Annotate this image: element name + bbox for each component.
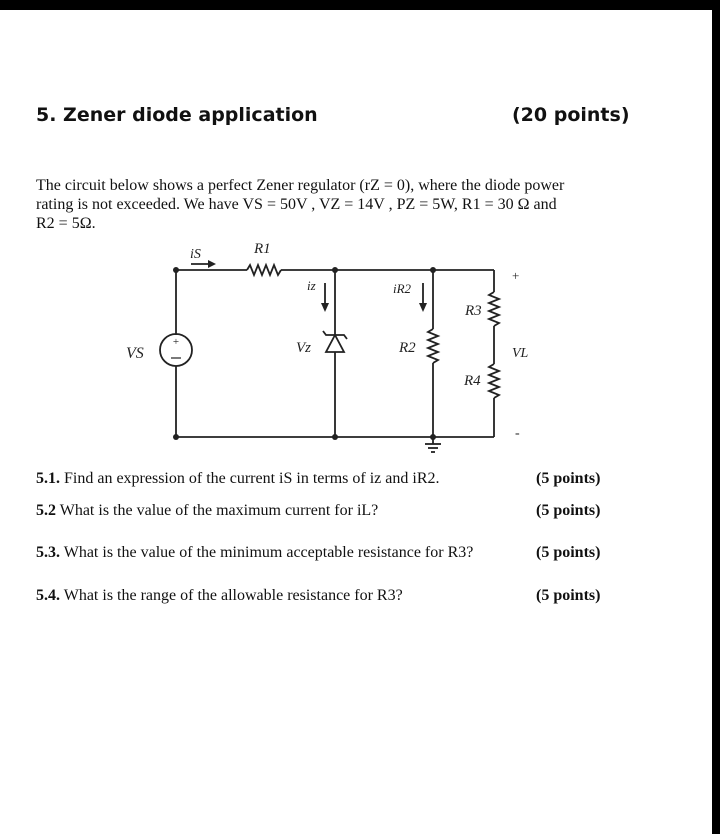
intro-line-1: The circuit below shows a perfect Zener regulator (rZ = 0), where the diode power — [36, 177, 565, 194]
question-5-1 — [36, 470, 439, 488]
label-minus: - — [515, 426, 520, 441]
ir2-arrow-icon — [419, 303, 427, 312]
node-dot — [173, 267, 179, 273]
question-5-1-number: 5.1. — [36, 470, 60, 487]
question-5-2 — [36, 502, 378, 520]
question-5-4 — [36, 587, 403, 605]
question-5-4-text: What is the range of the allowable resistance for R3? — [63, 587, 403, 604]
label-vz: Vz — [296, 340, 311, 356]
resistor-r4 — [489, 364, 499, 398]
problem-title: 5. Zener diode application — [36, 104, 318, 126]
label-is: iS — [190, 247, 201, 262]
node-dot — [173, 434, 179, 440]
question-5-2-points: (5 points) — [536, 502, 601, 519]
resistor-r2 — [428, 329, 438, 363]
question-5-2-number: 5.2 — [36, 502, 56, 519]
question-5-1-text: Find an expression of the current iS in terms of iz and iR2. — [64, 470, 440, 487]
question-5-4-number: 5.4. — [36, 587, 60, 604]
label-r1: R1 — [254, 241, 271, 257]
label-r4: R4 — [464, 373, 481, 389]
resistor-r1 — [247, 265, 281, 275]
question-5-1-points: (5 points) — [536, 470, 601, 487]
node-dot — [430, 267, 436, 273]
label-plus: + — [512, 268, 520, 283]
label-r2: R2 — [399, 340, 416, 356]
label-iz: iz — [307, 278, 316, 293]
resistor-r3 — [489, 292, 499, 326]
question-5-2-text: What is the value of the maximum current for iL? — [59, 502, 379, 519]
label-r3: R3 — [465, 303, 482, 319]
intro-line-2: rating is not exceeded. We have VS = 50V , VZ = 14V , PZ = 5W, R1 = 30 Ω and — [36, 196, 557, 213]
iz-arrow-icon — [321, 303, 329, 312]
label-vs: VS — [126, 345, 144, 362]
source-plus-label: + — [172, 336, 180, 348]
node-dot — [332, 267, 338, 273]
question-5-3-points: (5 points) — [536, 544, 601, 561]
zener-diode-triangle — [326, 335, 344, 352]
node-dot — [430, 434, 436, 440]
label-vl: VL — [512, 346, 529, 361]
intro-line-3: R2 = 5Ω. — [36, 215, 96, 232]
problem-points: (20 points) — [512, 104, 630, 126]
question-5-3 — [36, 544, 473, 562]
question-5-3-text: What is the value of the minimum acceptable resistance for R3? — [63, 544, 474, 561]
is-arrow-icon — [208, 260, 216, 268]
question-5-4-points: (5 points) — [536, 587, 601, 604]
node-dot — [332, 434, 338, 440]
label-ir2: iR2 — [393, 281, 412, 296]
question-5-3-number: 5.3. — [36, 544, 60, 561]
